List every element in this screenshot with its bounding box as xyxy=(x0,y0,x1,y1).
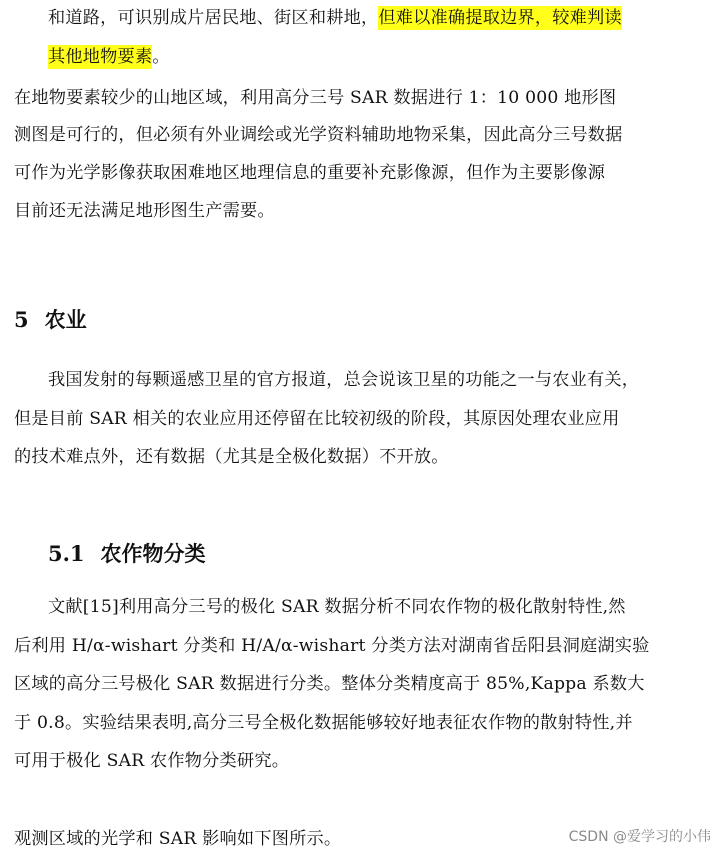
paragraph-line: 文献[15]利用高分三号的极化 SAR 数据分析不同农作物的极化散射特性,然 xyxy=(48,597,626,617)
section-number: 5 xyxy=(14,307,29,332)
watermark: CSDN @爱学习的小伟 xyxy=(568,829,711,845)
closing-line: 观测区域的光学和 SAR 影响如下图所示。 xyxy=(14,829,342,849)
paragraph-line: 可作为光学影像获取困难地区地理信息的重要补充影像源，但作为主要影像源 xyxy=(14,163,606,183)
subsection-number: 5.1 xyxy=(48,541,85,566)
body-text: 和道路，可识别成片居民地、街区和耕地， xyxy=(48,8,379,28)
section-heading xyxy=(14,306,87,334)
highlighted-text: 但难以准确提取边界，较难判读 xyxy=(378,8,622,28)
paragraph-line xyxy=(48,5,622,31)
paragraph-line: 可用于极化 SAR 农作物分类研究。 xyxy=(14,751,290,771)
body-text: 。 xyxy=(152,47,170,67)
paragraph-line: 的技术难点外，还有数据（尤其是全极化数据）不开放。 xyxy=(14,447,449,467)
paragraph-line: 后利用 H/α-wishart 分类和 H/A/α-wishart 分类方法对湖南省岳阳县洞庭湖实验 xyxy=(14,636,650,656)
paragraph-line: 于 0.8。实验结果表明,高分三号全极化数据能够较好地表征农作物的散射特性,并 xyxy=(14,713,633,733)
paragraph-line: 我国发射的每颗遥感卫星的官方报道，总会说该卫星的功能之一与农业有关， xyxy=(48,370,640,390)
paragraph-line: 但是目前 SAR 相关的农业应用还停留在比较初级的阶段，其原因处理农业应用 xyxy=(14,409,620,429)
subsection-heading xyxy=(48,540,206,568)
paragraph-line xyxy=(48,44,170,70)
paragraph-line: 目前还无法满足地形图生产需要。 xyxy=(14,201,275,221)
highlighted-text: 其他地物要素 xyxy=(48,47,153,67)
paragraph-line: 区域的高分三号极化 SAR 数据进行分类。整体分类精度高于 85%,Kappa 系数大 xyxy=(14,674,645,694)
paragraph-line: 在地物要素较少的山地区域，利用高分三号 SAR 数据进行 1：10 000 地形图 xyxy=(14,88,617,108)
subsection-title: 农作物分类 xyxy=(100,541,206,566)
section-title: 农业 xyxy=(44,307,87,332)
paragraph-line: 测图是可行的，但必须有外业调绘或光学资料辅助地物采集，因此高分三号数据 xyxy=(14,125,623,145)
